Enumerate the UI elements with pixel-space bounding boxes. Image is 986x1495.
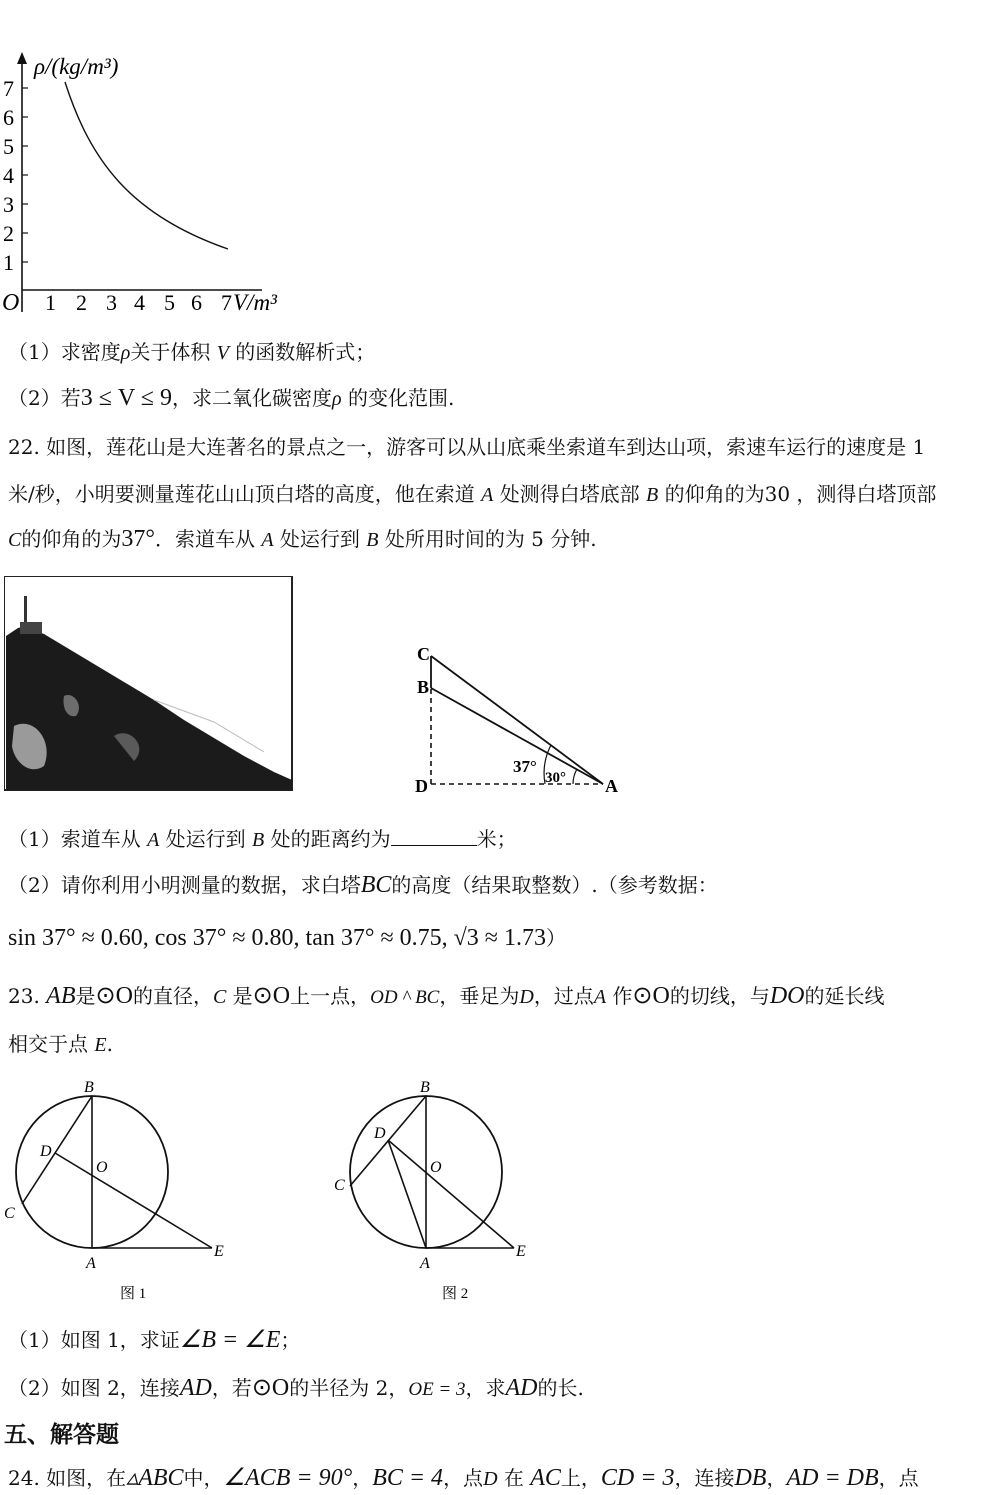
- y-axis-label: ρ/(kg/m³): [34, 54, 119, 79]
- point-B-label: B: [417, 677, 430, 697]
- x-tick-6: 6: [191, 290, 202, 315]
- fig2-B: B: [420, 1079, 430, 1096]
- x-tick-4: 4: [134, 290, 145, 315]
- x-axis-label: V/m³: [233, 290, 277, 315]
- y-axis-arrow: [17, 52, 27, 64]
- cableway-triangle-diagram: [405, 640, 625, 800]
- fig2-caption: 图 2: [442, 1286, 469, 1302]
- q22-stem-line3: C的仰角的为37°．索道车从 A 处运行到 B 处所用时间的为 5 分钟.: [8, 526, 597, 552]
- y-tick-4: 4: [3, 163, 14, 188]
- point-C-label: C: [417, 644, 430, 664]
- y-tick-marks: [22, 88, 28, 262]
- section-heading: 五、解答题: [4, 1422, 119, 1448]
- q23-part2: （2）如图 2，连接AD，若⊙O的半径为 2，OE = 3，求AD的长.: [8, 1375, 584, 1401]
- q21-part2: （2）若3 ≤ V ≤ 9，求二氧化碳密度ρ 的变化范围.: [8, 385, 455, 411]
- q22-part1: （1）索道车从 A 处运行到 B 处的距离约为 米；: [8, 827, 517, 851]
- angle-37-label: 37°: [513, 757, 537, 776]
- lianhua-mountain-photo: [4, 576, 294, 792]
- y-tick-6: 6: [3, 105, 14, 130]
- circle-figure-1: [0, 1076, 250, 1306]
- fig1-E: E: [214, 1243, 224, 1260]
- line-DE: [55, 1153, 212, 1248]
- circle-figure-2: [330, 1076, 580, 1306]
- x-tick-7: 7: [221, 290, 232, 315]
- x-tick-5: 5: [164, 290, 175, 315]
- q22-stem-line2: 米/秒，小明要测量莲花山山顶白塔的高度，他在索道 A 处测得白塔底部 B 的仰角的为30 ，测得白塔顶部: [8, 482, 937, 506]
- x-tick-labels: [45, 290, 232, 315]
- origin-label: O: [2, 290, 20, 316]
- fig2-O: O: [430, 1159, 442, 1176]
- fig2-E: E: [516, 1243, 526, 1260]
- y-tick-labels: [3, 76, 14, 275]
- fig2-A: A: [420, 1255, 430, 1272]
- fig1-A: A: [86, 1255, 96, 1272]
- q22-stem-line1: 22. 如图，莲花山是大连著名的景点之一，游客可以从山底乘坐索道车到达山项，索速车运行的速度是 1: [8, 435, 926, 459]
- inverse-curve: [65, 82, 228, 249]
- fig1-caption: 图 1: [120, 1286, 147, 1302]
- chord-BC: [22, 1096, 92, 1204]
- y-tick-7: 7: [3, 76, 14, 101]
- q23-part1: （1）如图 1，求证∠B = ∠E；: [8, 1327, 301, 1353]
- density-volume-graph: [0, 50, 300, 322]
- q23-stem-line1: 23. AB是⊙O的直径，C 是⊙O上一点，OD ^ BC，垂足为D，过点A 作⊙O的切线，与DO的延长线: [8, 983, 885, 1009]
- q24-stem: 24. 如图，在▵ABC中，∠ACB = 90°，BC = 4，点D 在 AC上，CD = 3，连接DB，AD = DB，点: [8, 1465, 919, 1491]
- q23-stem-line2: 相交于点 E.: [8, 1032, 113, 1056]
- y-tick-5: 5: [3, 134, 14, 159]
- angle-arc-30: [573, 769, 577, 784]
- fig1-O: O: [96, 1159, 108, 1176]
- answer-blank[interactable]: [391, 827, 477, 846]
- y-tick-2: 2: [3, 221, 14, 246]
- fig1-C: C: [4, 1205, 15, 1222]
- point-D-label: D: [415, 776, 428, 796]
- x-tick-2: 2: [76, 290, 87, 315]
- fig2-D: D: [374, 1125, 386, 1142]
- point-A-label: A: [605, 776, 618, 796]
- angle-30-label: 30°: [545, 770, 566, 786]
- fig1-B: B: [84, 1079, 94, 1096]
- q21-part1: （1）求密度ρ关于体积 V 的函数解析式；: [8, 340, 376, 364]
- q22-part2: （2）请你利用小明测量的数据，求白塔BC的高度（结果取整数）.（参考数据：: [8, 872, 718, 898]
- fig1-D: D: [40, 1143, 52, 1160]
- x-tick-1: 1: [45, 290, 56, 315]
- q22-reference-data: sin 37° ≈ 0.60, cos 37° ≈ 0.80, tan 37° ≈ 0.75, √3 ≈ 1.73）: [8, 925, 566, 951]
- y-tick-1: 1: [3, 250, 14, 275]
- fig2-C: C: [334, 1177, 345, 1194]
- x-tick-3: 3: [106, 290, 117, 315]
- y-tick-3: 3: [3, 192, 14, 217]
